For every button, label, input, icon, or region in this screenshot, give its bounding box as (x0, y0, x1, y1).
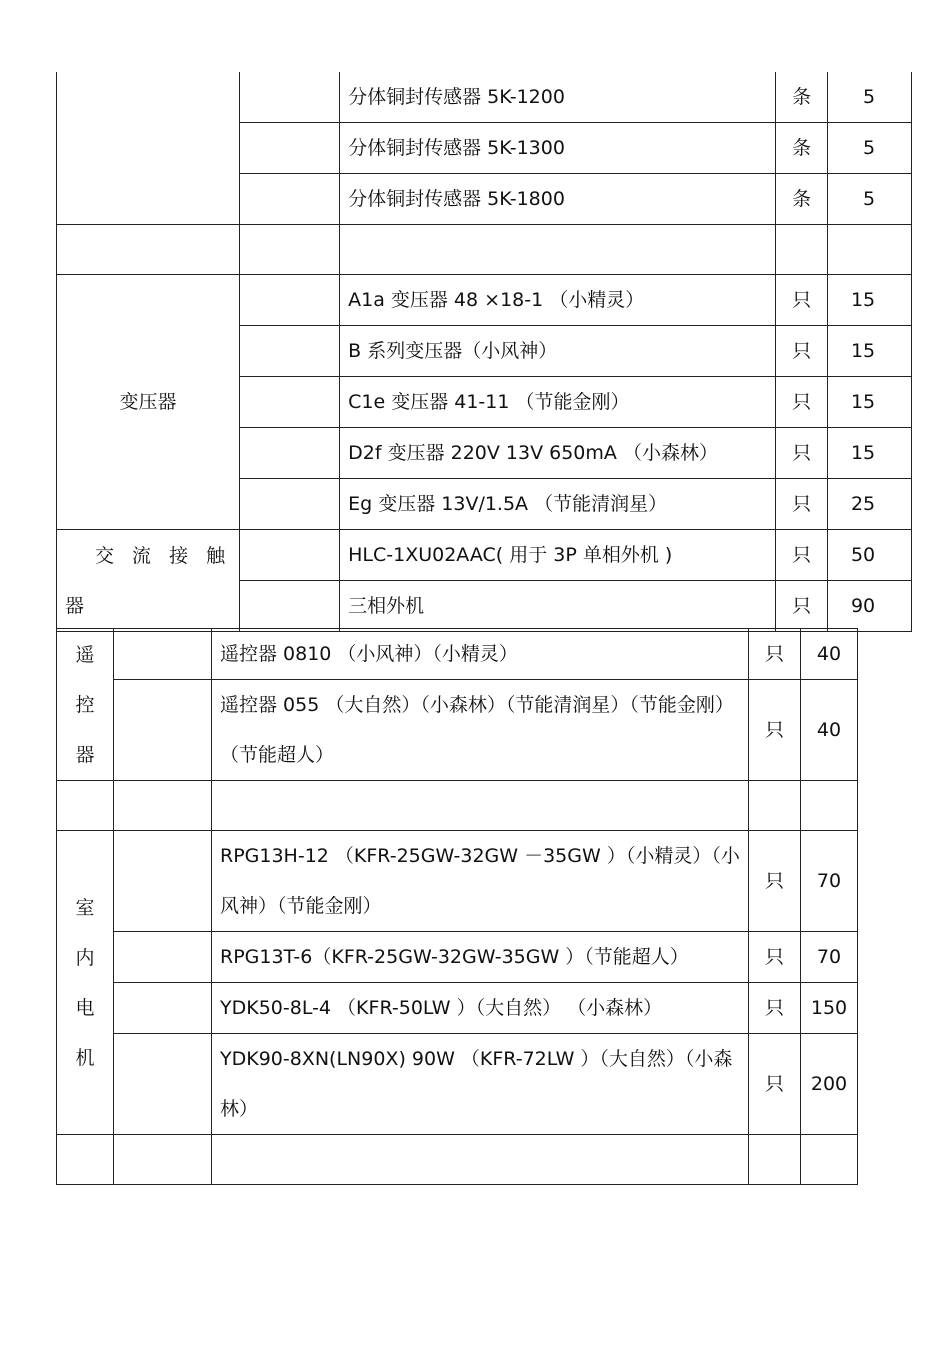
desc-cell: 分体铜封传感器 5K-1200 (340, 72, 776, 123)
model-cell (240, 530, 340, 581)
desc-cell: B 系列变压器（小风神） (340, 326, 776, 377)
category-char: 电 (75, 996, 95, 1019)
category-cell-contactor (57, 530, 240, 632)
unit-cell: 只 (749, 680, 801, 781)
qty-cell: 15 (828, 275, 912, 326)
model-cell (114, 932, 212, 983)
qty-cell: 50 (828, 530, 912, 581)
desc-cell: Eg 变压器 13V/1.5A （节能清润星） (340, 479, 776, 530)
qty-cell: 200 (801, 1034, 858, 1135)
desc-cell: 遥控器 055 （大自然）（小森林）（节能清润星）（节能金刚）（节能超人） (212, 680, 749, 781)
qty-cell: 40 (801, 680, 858, 781)
category-char: 室 (75, 896, 95, 919)
model-cell (240, 326, 340, 377)
model-cell (240, 72, 340, 123)
model-cell (240, 377, 340, 428)
desc-cell: RPG13T-6（KFR-25GW-32GW-35GW ）（节能超人） (212, 932, 749, 983)
unit-cell: 只 (749, 1034, 801, 1135)
table-row (57, 530, 912, 581)
qty-cell: 5 (828, 123, 912, 174)
desc-cell: RPG13H-12 （KFR-25GW-32GW －35GW ）（小精灵）（小风神）（节能金刚） (212, 831, 749, 932)
table-row (57, 275, 912, 326)
unit-cell: 只 (776, 326, 828, 377)
qty-cell: 70 (801, 831, 858, 932)
desc-cell: YDK90-8XN(LN90X) 90W （KFR-72LW ）（大自然）（小森林） (212, 1034, 749, 1135)
model-cell (114, 629, 212, 680)
unit-cell: 条 (776, 72, 828, 123)
model-cell (240, 123, 340, 174)
qty-cell: 90 (828, 581, 912, 632)
table-row (57, 983, 858, 1034)
unit-cell: 只 (749, 983, 801, 1034)
category-cell-transformer: 变压器 (57, 275, 240, 530)
unit-cell: 条 (776, 174, 828, 225)
model-cell (240, 479, 340, 530)
qty-cell: 40 (801, 629, 858, 680)
model-cell (240, 428, 340, 479)
qty-cell: 5 (828, 72, 912, 123)
unit-cell: 只 (749, 831, 801, 932)
model-cell (240, 581, 340, 632)
unit-cell: 只 (776, 377, 828, 428)
qty-cell: 15 (828, 326, 912, 377)
desc-cell: 三相外机 (340, 581, 776, 632)
category-cell-indoor-motor (57, 831, 114, 1135)
category-line: 器 (65, 594, 85, 617)
unit-cell: 只 (776, 479, 828, 530)
desc-cell: 遥控器 0810 （小风神）（小精灵） (212, 629, 749, 680)
table-row (57, 1034, 858, 1135)
model-cell (240, 174, 340, 225)
category-cell-sensor (57, 72, 240, 225)
parts-table-2 (56, 628, 858, 1185)
qty-cell: 25 (828, 479, 912, 530)
desc-cell: YDK50-8L-4 （KFR-50LW ）（大自然） （小森林） (212, 983, 749, 1034)
desc-cell: 分体铜封传感器 5K-1300 (340, 123, 776, 174)
table-row-empty (57, 225, 912, 275)
table-row (57, 831, 858, 932)
category-line: 交 流 接 触 (95, 544, 232, 567)
model-cell (114, 1034, 212, 1135)
desc-cell: C1e 变压器 41-11 （节能金刚） (340, 377, 776, 428)
unit-cell: 只 (776, 530, 828, 581)
unit-cell: 只 (749, 629, 801, 680)
category-char: 遥 (75, 643, 95, 666)
model-cell (114, 983, 212, 1034)
category-char: 内 (75, 946, 95, 969)
desc-cell: A1a 变压器 48 ×18-1 （小精灵） (340, 275, 776, 326)
qty-cell: 15 (828, 377, 912, 428)
category-char: 器 (75, 743, 95, 766)
qty-cell: 70 (801, 932, 858, 983)
category-char: 控 (75, 693, 95, 716)
table-row-empty (57, 781, 858, 831)
table-row (57, 932, 858, 983)
model-cell (240, 275, 340, 326)
model-cell (114, 680, 212, 781)
qty-cell: 15 (828, 428, 912, 479)
table-row-empty (57, 1135, 858, 1185)
category-char: 机 (75, 1046, 95, 1069)
unit-cell: 只 (776, 275, 828, 326)
unit-cell: 条 (776, 123, 828, 174)
qty-cell: 5 (828, 174, 912, 225)
unit-cell: 只 (749, 932, 801, 983)
qty-cell: 150 (801, 983, 858, 1034)
unit-cell: 只 (776, 428, 828, 479)
desc-cell: D2f 变压器 220V 13V 650mA （小森林） (340, 428, 776, 479)
table-row (57, 629, 858, 680)
model-cell (114, 831, 212, 932)
parts-table-1 (56, 72, 912, 632)
unit-cell: 只 (776, 581, 828, 632)
desc-cell: HLC-1XU02AAC( 用于 3P 单相外机 ) (340, 530, 776, 581)
desc-cell: 分体铜封传感器 5K-1800 (340, 174, 776, 225)
table-row (57, 72, 912, 123)
table-row (57, 680, 858, 781)
category-cell-remote (57, 629, 114, 781)
